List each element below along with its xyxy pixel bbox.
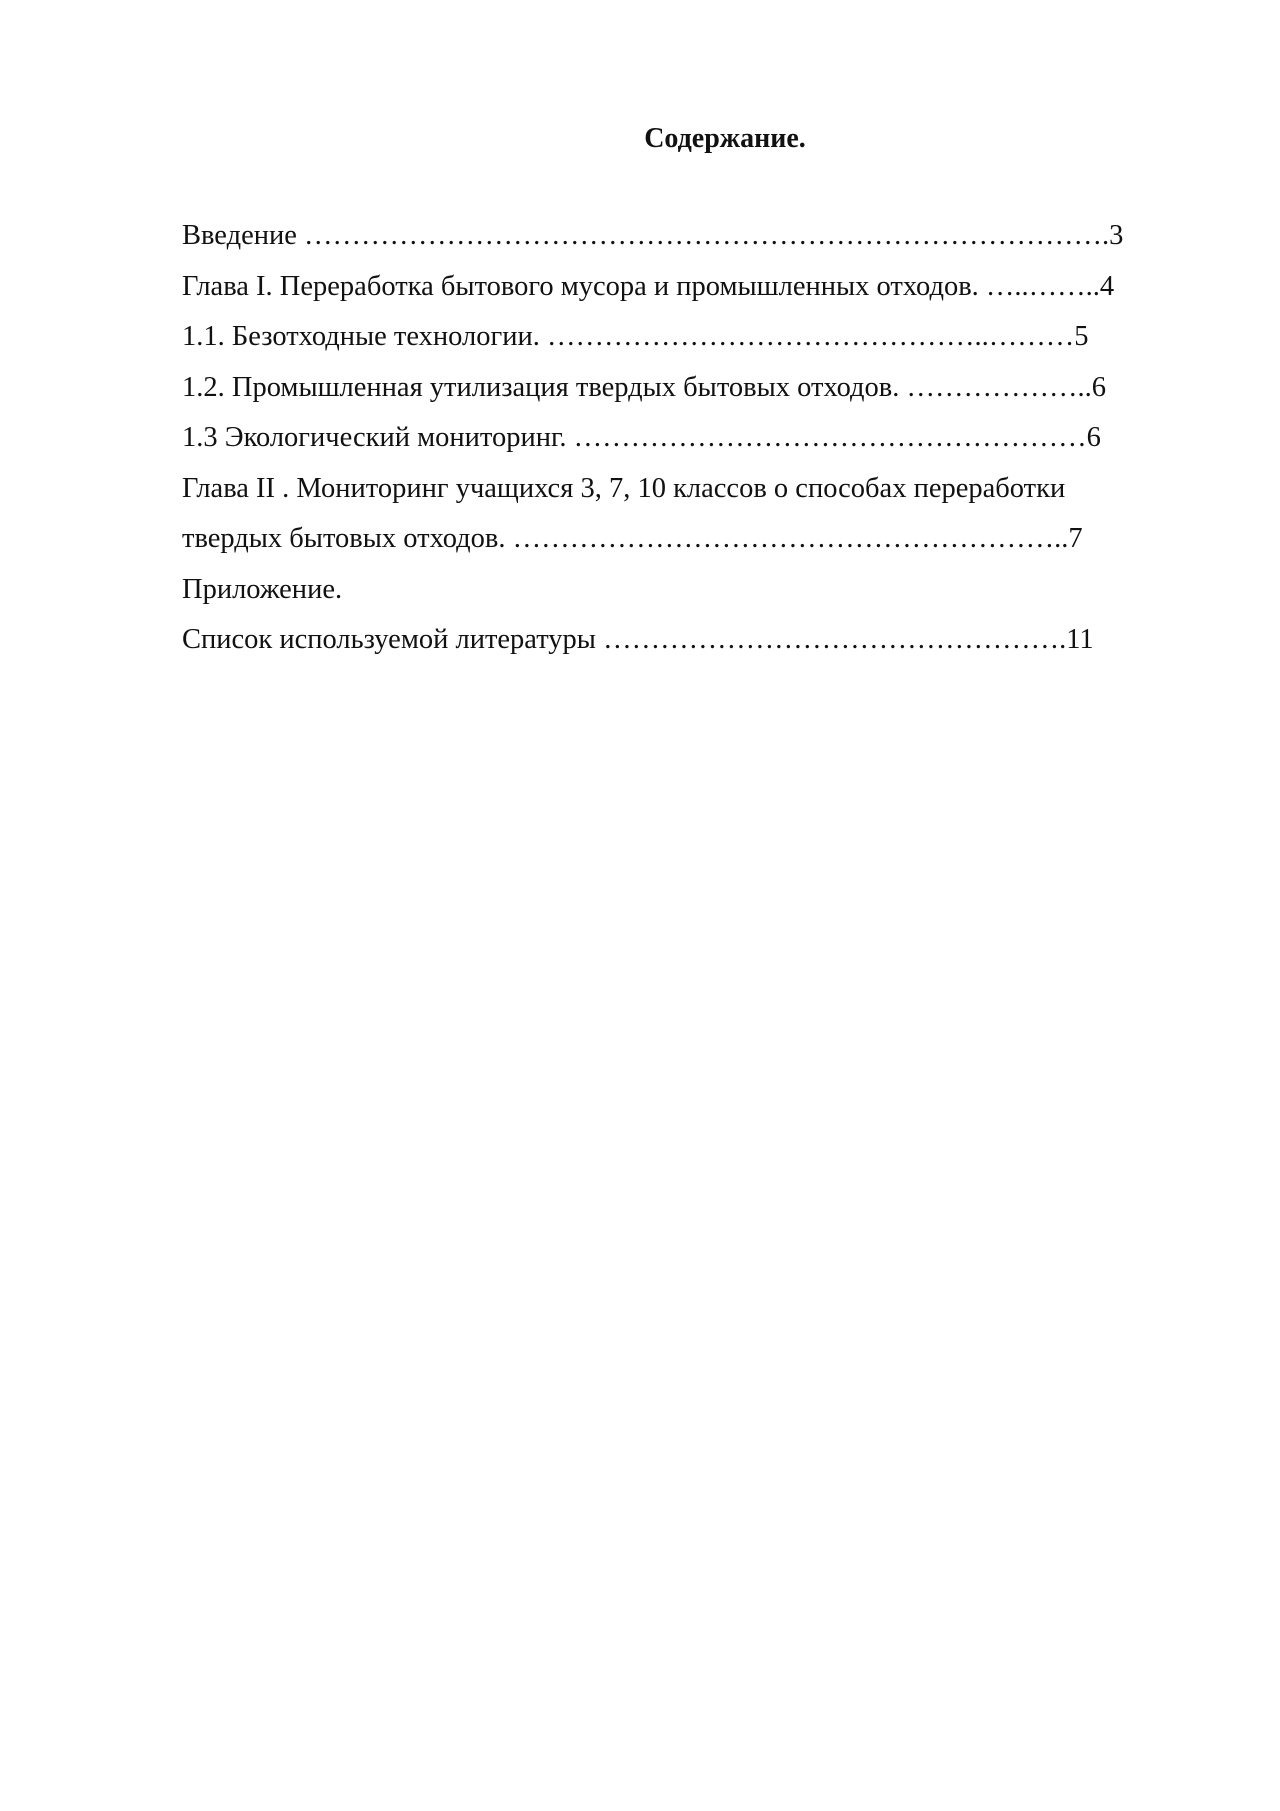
toc-entry-introduction: Введение ………………………………………………………………………….3	[182, 220, 1124, 251]
toc-entry-section-1-1: 1.1. Безотходные технологии. ………………………………………..………5	[182, 321, 1089, 352]
page-title: Содержание.	[644, 123, 806, 154]
toc-entry-chapter-2-continued: твердых бытовых отходов. …………………………………………………..7	[182, 523, 1083, 554]
toc-entry-section-1-2: 1.2. Промышленная утилизация твердых бытовых отходов. ………………..6	[182, 371, 1107, 403]
toc-entry-chapter-2: Глава II . Мониторинг учащихся 3, 7, 10 классов о способах переработки	[182, 472, 1066, 504]
toc-entry-chapter-1: Глава I. Переработка бытового мусора и промышленных отходов. …..……..4	[182, 270, 1115, 302]
table-of-contents	[182, 211, 1190, 666]
toc-entry-section-1-3: 1.3 Экологический мониторинг. ………………………………………………6	[182, 422, 1101, 453]
toc-entry-references: Список используемой литературы ………………………………………….11	[182, 624, 1094, 655]
toc-entry-appendix: Приложение.	[182, 573, 343, 605]
